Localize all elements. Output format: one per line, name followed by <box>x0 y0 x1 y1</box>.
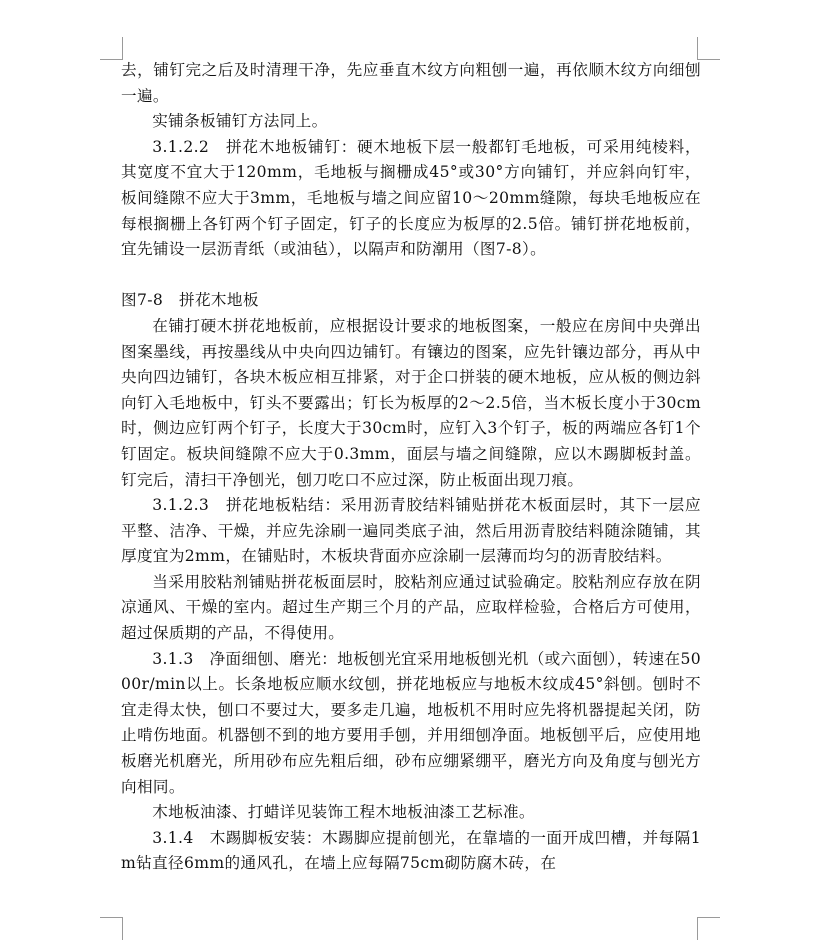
document-body <box>121 58 701 877</box>
paragraph-section-3-1-2-2: 3.1.2.2 拼花木地板铺钉：硬木地板下层一般都钉毛地板，可采用纯棱料，其宽度不宜大于120mm，毛地板与搁栅成45°或30°方向铺钉，并应斜向钉牢，板间缝隙不应大于3mm，毛地板与墙之间应留10～20mm缝隙，每块毛地板应在每根搁栅上各钉两个钉子固定，钉子的长度应为板厚的2.5倍。铺钉拼花地板前，宜先铺设一层沥青纸（或油毡），以隔声和防潮用（图7-8）。 <box>121 137 701 259</box>
paragraph-section-3-1-3: 3.1.3 净面细刨、磨光：地板刨光宜采用地板刨光机（或六面刨），转速在5000r/min以上。长条地板应顺水纹刨，拼花地板应与地板木纹成45°斜刨。刨时不宜走得太快，刨口不要过大，要多走几遍，地板机不用时应先将机器提起关闭，防止啃伤地面。机器刨不到的地方要用手刨，并用细刨净面。地板刨平后，应使用地板磨光机磨光，所用砂布应先粗后细，砂布应绷紧绷平，磨光方向及角度与刨光方向相同。 <box>121 649 701 796</box>
paragraph-parquet-nailing: 在铺打硬木拼花地板前，应根据设计要求的地板图案，一般应在房间中央弹出图案墨线，再按墨线从中央向四边铺钉。有镶边的图案，应先针镶边部分，再从中央向四边铺钉，各块木板应相互排紧，对于企口拼装的硬木地板，应从板的侧边斜向钉入毛地板中，钉头不要露出；钉长为板厚的2～2.5倍，当木板长度小于30cm时，侧边应钉两个钉子，长度大于30cm时，应钉入3个钉子，板的两端应各钉1个钉固定。板块间缝隙不应大于0.3mm，面层与墙之间缝隙，应以木踢脚板封盖。钉完后，清扫干净刨光，刨刀吃口不应过深，防止板面出现刀痕。 <box>121 316 701 489</box>
figure-caption: 图7-8 拼花木地板 <box>121 291 259 310</box>
paragraph-painting-waxing: 木地板油漆、打蜡详见装饰工程木地板油漆工艺标准。 <box>152 803 535 822</box>
paragraph-section-3-1-2-3: 3.1.2.3 拼花地板粘结：采用沥青胶结料铺贴拼花木板面层时，其下一层应平整、洁净、干燥，并应先涂刷一遍同类底子油，然后用沥青胶结料随涂随铺，其厚度宜为2mm，在铺贴时，木板块背面亦应涂刷一层薄而均匀的沥青胶结料。 <box>121 496 701 566</box>
crop-mark-bottom-right <box>697 917 720 940</box>
paragraph-adhesive: 当采用胶粘剂铺贴拼花板面层时，胶粘剂应通过试验确定。胶粘剂应存放在阴凉通风、干燥的室内。超过生产期三个月的产品，应取样检验，合格后方可使用，超过保质期的产品，不得使用。 <box>121 572 701 643</box>
paragraph-section-3-1-4: 3.1.4 木踢脚板安装：木踢脚应提前刨光，在靠墙的一面开成凹槽，并每隔1m钻直径6mm的通风孔，在墙上应每隔75cm砌防腐木砖，在 <box>121 828 701 873</box>
crop-mark-top-right <box>697 37 720 60</box>
paragraph-continuation: 去，铺钉完之后及时清理干净，先应垂直木纹方向粗刨一遍，再依顺木纹方向细刨一遍。 <box>121 61 701 105</box>
crop-mark-bottom-left <box>100 917 123 940</box>
crop-mark-top-left <box>100 37 123 60</box>
paragraph-strip-floor-note: 实铺条板铺钉方法同上。 <box>152 112 328 131</box>
